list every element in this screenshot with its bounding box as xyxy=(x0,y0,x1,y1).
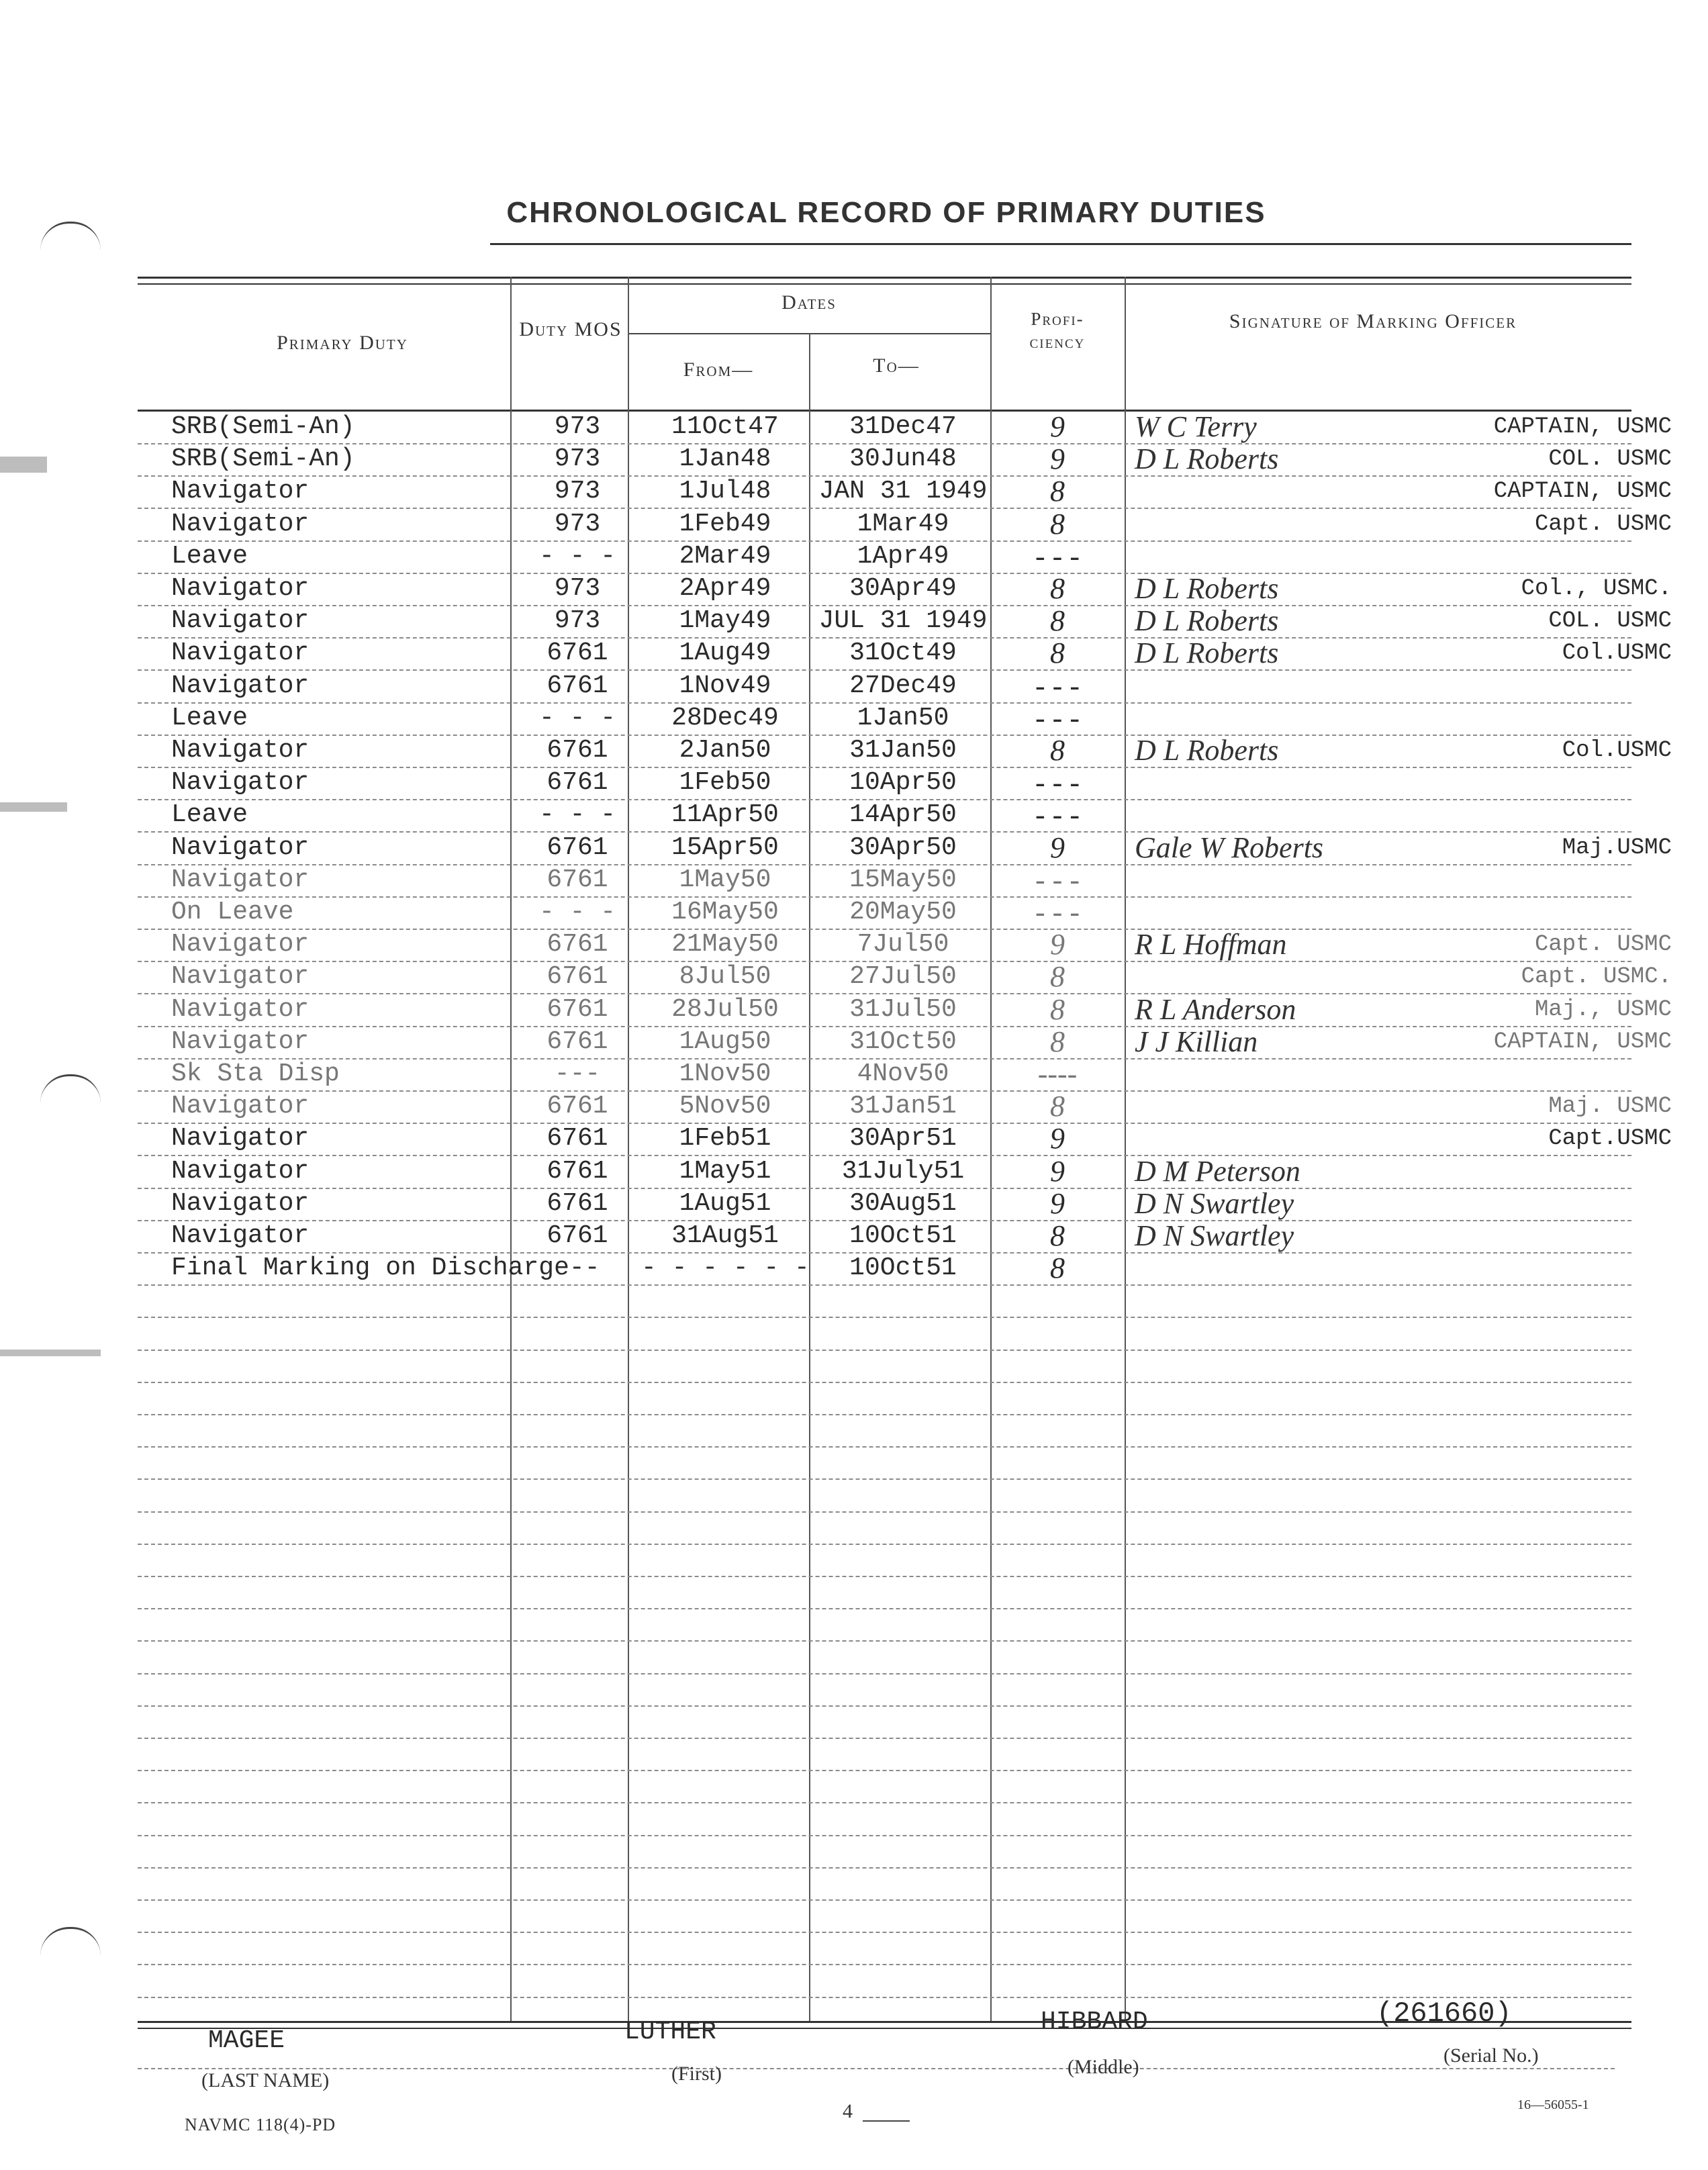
last-name-label: (LAST NAME) xyxy=(201,2069,330,2091)
ruled-line xyxy=(138,1608,1631,1609)
binder-hole-mark xyxy=(40,222,101,250)
ruled-line xyxy=(138,1738,1631,1739)
date-to-cell: 31Dec47 xyxy=(849,412,957,441)
marking-officer-signature: D L Roberts xyxy=(1135,734,1279,767)
ruled-line xyxy=(138,1964,1631,1965)
duty-mos-cell: 6761 xyxy=(547,1027,608,1056)
date-to-cell: 30Apr49 xyxy=(849,574,957,603)
middle-name-label: (Middle) xyxy=(1068,2056,1139,2078)
marking-officer-signature: R L Anderson xyxy=(1135,993,1296,1026)
date-to-cell: 1Jan50 xyxy=(857,704,949,733)
table-row xyxy=(0,961,1708,993)
ruled-line xyxy=(138,1932,1631,1933)
table-row xyxy=(0,1252,1708,1284)
primary-duty-cell: Navigator xyxy=(171,1027,310,1056)
duty-mos-cell: 973 xyxy=(554,606,601,635)
proficiency-cell: 9 xyxy=(1050,1187,1065,1220)
table-row xyxy=(0,508,1708,540)
page-number-rule xyxy=(863,2120,910,2122)
table-row xyxy=(0,1220,1708,1252)
date-from-cell: 1Jan48 xyxy=(679,444,771,473)
table-row xyxy=(0,767,1708,799)
marking-officer-signature: D M Peterson xyxy=(1135,1155,1300,1188)
date-to-cell: 4Nov50 xyxy=(857,1059,949,1088)
ruled-line xyxy=(138,1640,1631,1642)
ruled-line xyxy=(138,1802,1631,1803)
primary-duty-cell: Navigator xyxy=(171,865,310,894)
table-row xyxy=(0,637,1708,669)
marking-officer-rank: Col., USMC. xyxy=(1521,576,1672,602)
duty-mos-cell: 6761 xyxy=(547,930,608,959)
marking-officer-rank: Col.USMC xyxy=(1562,641,1672,666)
date-to-cell: 31Oct50 xyxy=(849,1027,957,1056)
table-row xyxy=(0,443,1708,475)
table-row xyxy=(0,475,1708,508)
marking-officer-rank: CAPTAIN, USMC xyxy=(1493,479,1672,504)
date-from-cell: 1Feb51 xyxy=(679,1124,771,1153)
primary-duty-cell: Navigator xyxy=(171,1189,310,1218)
date-to-cell: 31Oct49 xyxy=(849,639,957,667)
date-from-cell: 1Nov49 xyxy=(679,671,771,700)
marking-officer-signature: D L Roberts xyxy=(1135,636,1279,669)
marking-officer-signature: R L Hoffman xyxy=(1135,928,1287,961)
marking-officer-rank: Capt.USMC xyxy=(1548,1126,1672,1151)
primary-duty-cell: Navigator xyxy=(171,1157,310,1186)
primary-duty-cell: Navigator xyxy=(171,833,310,862)
duty-mos-cell: 6761 xyxy=(547,962,608,991)
marking-officer-signature: D N Swartley xyxy=(1135,1219,1294,1252)
primary-duty-cell: Navigator xyxy=(171,639,310,667)
ruled-line xyxy=(138,1350,1631,1351)
duty-mos-cell: - - - xyxy=(538,898,616,927)
date-to-cell: 30Aug51 xyxy=(849,1189,957,1218)
table-row xyxy=(0,670,1708,702)
table-row xyxy=(0,832,1708,864)
first-name-label: (First) xyxy=(671,2063,722,2085)
date-from-cell: 1Nov50 xyxy=(679,1059,771,1088)
title-rule xyxy=(490,243,1631,245)
duty-mos-cell: 6761 xyxy=(547,1157,608,1186)
proficiency-cell: 9 xyxy=(1050,410,1065,443)
date-from-cell: 11Oct47 xyxy=(671,412,779,441)
middle-name-value: HIBBARD xyxy=(1041,2008,1148,2036)
serial-number-label: (Serial No.) xyxy=(1443,2044,1539,2067)
table-row xyxy=(0,411,1708,443)
date-from-cell: 16May50 xyxy=(671,898,779,927)
proficiency-cell: 8 xyxy=(1050,604,1065,637)
duty-mos-cell: 973 xyxy=(554,477,601,506)
duty-mos-cell: 6761 xyxy=(547,671,608,700)
date-from-cell: 2Jan50 xyxy=(679,736,771,765)
table-row xyxy=(0,896,1708,929)
marking-officer-rank: CAPTAIN, USMC xyxy=(1493,414,1672,440)
primary-duty-cell: Navigator xyxy=(171,477,310,506)
ruled-line xyxy=(138,1835,1631,1836)
footer-rule xyxy=(138,2068,1615,2069)
table-row xyxy=(0,1123,1708,1155)
date-to-cell: 31Jul50 xyxy=(849,995,957,1024)
date-from-cell: 1Aug49 xyxy=(679,639,771,667)
proficiency-cell: - - - xyxy=(1035,798,1080,831)
table-row xyxy=(0,929,1708,961)
marking-officer-signature: D N Swartley xyxy=(1135,1187,1294,1220)
proficiency-cell: 9 xyxy=(1050,831,1065,864)
marking-officer-signature: Gale W Roberts xyxy=(1135,831,1324,864)
ruled-line xyxy=(138,1446,1631,1448)
date-from-cell: 28Dec49 xyxy=(671,704,779,733)
proficiency-cell: 8 xyxy=(1050,572,1065,605)
header-proficiency: Profi- ciency xyxy=(1029,309,1086,352)
marking-officer-signature: J J Killian xyxy=(1135,1025,1258,1058)
date-to-cell: JUL 31 1949 xyxy=(818,606,988,635)
primary-duty-cell: Leave xyxy=(171,704,248,733)
date-from-cell: 8Jul50 xyxy=(679,962,771,991)
ruled-line xyxy=(138,1414,1631,1415)
first-name-value: LUTHER xyxy=(624,2018,716,2046)
marking-officer-rank: Capt. USMC xyxy=(1534,512,1672,537)
ruled-line xyxy=(138,1544,1631,1545)
date-to-cell: 10Oct51 xyxy=(849,1221,957,1250)
date-from-cell: 1May50 xyxy=(679,865,771,894)
marking-officer-signature: W C Terry xyxy=(1135,410,1257,443)
proficiency-cell: - - - xyxy=(1035,863,1080,896)
ruled-line xyxy=(138,1511,1631,1513)
duty-mos-cell: 973 xyxy=(554,574,601,603)
marking-officer-rank: Maj., USMC xyxy=(1534,997,1672,1023)
primary-duty-cell: Navigator xyxy=(171,930,310,959)
date-from-cell: 1Feb49 xyxy=(679,510,771,538)
form-identifier: NAVMC 118(4)-PD xyxy=(185,2115,336,2134)
date-to-cell: 30Apr50 xyxy=(849,833,957,862)
ruled-line xyxy=(138,1576,1631,1577)
marking-officer-signature: D L Roberts xyxy=(1135,604,1279,637)
table-row xyxy=(0,540,1708,573)
primary-duty-cell: Leave xyxy=(171,800,248,829)
duty-mos-cell: - - - xyxy=(538,542,616,571)
date-to-cell: 20May50 xyxy=(849,898,957,927)
table-row xyxy=(0,1155,1708,1188)
table-row xyxy=(0,864,1708,896)
date-from-cell: 1Aug51 xyxy=(679,1189,771,1218)
header-to: To— xyxy=(873,355,920,377)
proficiency-cell: 8 xyxy=(1050,1252,1065,1284)
table-row xyxy=(0,605,1708,637)
primary-duty-cell: Leave xyxy=(171,542,248,571)
scan-smudge xyxy=(0,1350,101,1356)
date-to-cell: 30Jun48 xyxy=(849,444,957,473)
marking-officer-rank: Capt. USMC xyxy=(1534,932,1672,957)
serial-number-value: (261660) xyxy=(1376,1997,1512,2030)
proficiency-cell: 9 xyxy=(1050,442,1065,475)
proficiency-cell: 9 xyxy=(1050,1155,1065,1188)
date-from-cell: 2Mar49 xyxy=(679,542,771,571)
date-to-cell: 31July51 xyxy=(841,1157,965,1186)
primary-duty-cell: Navigator xyxy=(171,768,310,797)
header-primary-duty: Primary Duty xyxy=(277,332,408,354)
table-row xyxy=(0,1058,1708,1090)
proficiency-cell: 9 xyxy=(1050,1122,1065,1155)
last-name-value: MAGEE xyxy=(208,2026,285,2055)
primary-duty-cell: SRB(Semi-An) xyxy=(171,444,355,473)
proficiency-cell: 8 xyxy=(1050,636,1065,669)
primary-duty-cell: Navigator xyxy=(171,995,310,1024)
header-duty-mos: Duty MOS xyxy=(519,318,622,340)
duty-mos-cell: 973 xyxy=(554,510,601,538)
primary-duty-cell: Navigator xyxy=(171,962,310,991)
marking-officer-signature: D L Roberts xyxy=(1135,572,1279,605)
date-from-cell: 1Aug50 xyxy=(679,1027,771,1056)
table-row xyxy=(0,573,1708,605)
primary-duty-cell: Final Marking on Discharge-- xyxy=(171,1254,600,1282)
date-from-cell: 1May51 xyxy=(679,1157,771,1186)
duty-mos-cell: 973 xyxy=(554,444,601,473)
date-from-cell: 11Apr50 xyxy=(671,800,779,829)
proficiency-cell: 8 xyxy=(1050,960,1065,993)
table-row xyxy=(0,1188,1708,1220)
proficiency-cell: 8 xyxy=(1050,993,1065,1026)
proficiency-cell: - - - xyxy=(1035,702,1080,735)
date-from-cell: 2Apr49 xyxy=(679,574,771,603)
primary-duty-cell: Navigator xyxy=(171,574,310,603)
table-top-rule xyxy=(138,277,1631,279)
table-row xyxy=(0,1026,1708,1058)
proficiency-cell: 8 xyxy=(1050,1219,1065,1252)
proficiency-cell: - - - xyxy=(1035,669,1080,702)
page-number: 4 xyxy=(843,2100,853,2122)
date-to-cell: 1Apr49 xyxy=(857,542,949,571)
date-to-cell: 10Oct51 xyxy=(849,1254,957,1282)
proficiency-cell: 8 xyxy=(1050,1025,1065,1058)
proficiency-cell: 8 xyxy=(1050,508,1065,540)
proficiency-cell: - - - xyxy=(1035,540,1080,573)
date-from-cell: 1May49 xyxy=(679,606,771,635)
marking-officer-rank: COL. USMC xyxy=(1548,608,1672,634)
proficiency-cell: - - - xyxy=(1035,896,1080,929)
header-dates: Dates xyxy=(781,291,837,314)
proficiency-cell: 8 xyxy=(1050,475,1065,508)
page-title: CHRONOLOGICAL RECORD OF PRIMARY DUTIES xyxy=(506,196,1266,229)
table-row xyxy=(0,799,1708,831)
header-from: From— xyxy=(683,359,754,381)
date-from-cell: 5Nov50 xyxy=(679,1092,771,1121)
date-to-cell: 30Apr51 xyxy=(849,1124,957,1153)
date-to-cell: 27Jul50 xyxy=(849,962,957,991)
date-from-cell: 21May50 xyxy=(671,930,779,959)
proficiency-cell: 9 xyxy=(1050,928,1065,961)
primary-duty-cell: Navigator xyxy=(171,1221,310,1250)
primary-duty-cell: Navigator xyxy=(171,510,310,538)
date-from-cell: 1Jul48 xyxy=(679,477,771,506)
primary-duty-cell: Navigator xyxy=(171,1124,310,1153)
print-code: 16—56055-1 xyxy=(1517,2097,1589,2112)
date-from-cell: - - - - - - xyxy=(641,1254,810,1282)
date-from-cell: 15Apr50 xyxy=(671,833,779,862)
ruled-line xyxy=(138,1382,1631,1383)
table-row xyxy=(0,702,1708,735)
duty-mos-cell: - - - xyxy=(538,800,616,829)
date-to-cell: 14Apr50 xyxy=(849,800,957,829)
table-row xyxy=(0,735,1708,767)
duty-mos-cell: 6761 xyxy=(547,1092,608,1121)
primary-duty-cell: SRB(Semi-An) xyxy=(171,412,355,441)
header-signature: Signature of Marking Officer xyxy=(1229,310,1517,332)
ruled-line xyxy=(138,1705,1631,1707)
ruled-line xyxy=(138,1867,1631,1869)
marking-officer-rank: Col.USMC xyxy=(1562,738,1672,763)
table-row xyxy=(0,994,1708,1026)
date-to-cell: 15May50 xyxy=(849,865,957,894)
duty-mos-cell: 6761 xyxy=(547,639,608,667)
date-from-cell: 28Jul50 xyxy=(671,995,779,1024)
proficiency-cell: 8 xyxy=(1050,734,1065,767)
date-from-cell: 1Feb50 xyxy=(679,768,771,797)
ruled-line xyxy=(138,1770,1631,1771)
duty-mos-cell: 6761 xyxy=(547,833,608,862)
ruled-line xyxy=(138,1478,1631,1480)
marking-officer-rank: Maj. USMC xyxy=(1548,1094,1672,1119)
binder-hole-mark xyxy=(40,1927,101,1956)
duty-mos-cell: 6761 xyxy=(547,1221,608,1250)
proficiency-cell: - - - xyxy=(1035,766,1080,799)
primary-duty-cell: Navigator xyxy=(171,671,310,700)
primary-duty-cell: Sk Sta Disp xyxy=(171,1059,340,1088)
date-to-cell: 31Jan51 xyxy=(849,1092,957,1121)
duty-mos-cell: - - - xyxy=(538,704,616,733)
duty-mos-cell: 973 xyxy=(554,412,601,441)
date-to-cell: 1Mar49 xyxy=(857,510,949,538)
primary-duty-cell: Navigator xyxy=(171,736,310,765)
ruled-line xyxy=(138,1899,1631,1901)
marking-officer-rank: CAPTAIN, USMC xyxy=(1493,1029,1672,1055)
table-top-rule-double xyxy=(138,283,1631,285)
date-to-cell: 27Dec49 xyxy=(849,671,957,700)
marking-officer-signature: D L Roberts xyxy=(1135,442,1279,475)
proficiency-cell: 8 xyxy=(1050,1090,1065,1123)
ruled-line xyxy=(138,1284,1631,1286)
date-to-cell: 31Jan50 xyxy=(849,736,957,765)
primary-duty-cell: Navigator xyxy=(171,606,310,635)
primary-duty-cell: On Leave xyxy=(171,898,294,927)
duty-mos-cell: 6761 xyxy=(547,1189,608,1218)
ruled-line xyxy=(138,1317,1631,1318)
duty-mos-cell: 6761 xyxy=(547,1124,608,1153)
table-row xyxy=(0,1090,1708,1123)
duty-mos-cell: 6761 xyxy=(547,865,608,894)
date-to-cell: JAN 31 1949 xyxy=(818,477,988,506)
date-from-cell: 31Aug51 xyxy=(671,1221,779,1250)
marking-officer-rank: Capt. USMC. xyxy=(1521,964,1672,990)
duty-mos-cell: 6761 xyxy=(547,736,608,765)
duty-mos-cell: --- xyxy=(554,1059,601,1088)
date-to-cell: 10Apr50 xyxy=(849,768,957,797)
duty-mos-cell: 6761 xyxy=(547,995,608,1024)
duty-mos-cell: 6761 xyxy=(547,768,608,797)
primary-duty-cell: Navigator xyxy=(171,1092,310,1121)
proficiency-cell: ---- xyxy=(1037,1057,1078,1090)
marking-officer-rank: Maj.USMC xyxy=(1562,835,1672,861)
ruled-line xyxy=(138,1673,1631,1674)
date-to-cell: 7Jul50 xyxy=(857,930,949,959)
marking-officer-rank: COL. USMC xyxy=(1548,446,1672,472)
